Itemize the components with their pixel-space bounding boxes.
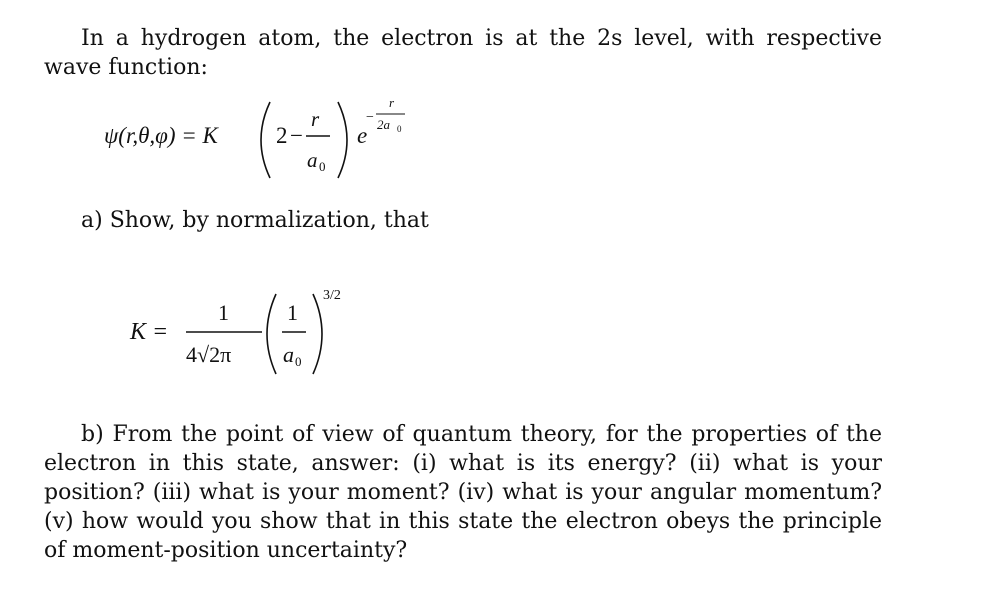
normalization-denominator: 4√2π — [186, 342, 232, 367]
intro-paragraph — [44, 24, 882, 82]
normalization-power: 3/2 — [323, 288, 341, 303]
wavefunction-lhs: ψ(r,θ,φ) = K — [104, 123, 218, 148]
normalization-svg — [130, 282, 370, 382]
wavefunction-denominator-sub: 0 — [319, 159, 326, 174]
wavefunction-minus: − — [290, 123, 303, 148]
normalization-inner-sub: 0 — [295, 354, 302, 369]
normalization-numerator-one: 1 — [218, 300, 229, 325]
right-paren — [338, 102, 347, 178]
normalization-k: K = — [130, 319, 169, 345]
normalization-equation — [130, 282, 370, 382]
exponent-denominator: 2a — [377, 117, 390, 132]
wavefunction-denominator-a: a — [307, 148, 318, 172]
wavefunction-svg — [104, 90, 424, 190]
exponent-numerator-r: r — [389, 95, 395, 110]
normalization-left-paren — [267, 294, 276, 374]
part-b-paragraph — [44, 420, 882, 565]
wavefunction-numerator-r: r — [311, 107, 320, 131]
left-paren — [261, 102, 270, 178]
exponent-denominator-sub: 0 — [397, 124, 402, 134]
wavefunction-two: 2 — [276, 123, 288, 148]
part-b-text: b) From the point of view of quantum theory, for the properties of the electron in this state, answer: (i) what is its energy? (ii) what is your position? (iii) what is your moment? (iv) what is your angular momentum? (v) how would you show that in this state the electron obeys the principle of moment-position uncertainty? — [44, 422, 882, 563]
wavefunction-e: e — [357, 123, 368, 148]
part-a-label: a) Show, by normalization, that — [81, 208, 429, 233]
normalization-inner-a: a — [283, 342, 294, 367]
normalization-inner-one: 1 — [287, 300, 298, 325]
intro-text: In a hydrogen atom, the electron is at the 2s level, with respective wave function: — [44, 26, 882, 80]
wavefunction-equation — [104, 90, 424, 190]
normalization-right-paren — [313, 294, 322, 374]
exponent-minus: − — [366, 110, 374, 125]
